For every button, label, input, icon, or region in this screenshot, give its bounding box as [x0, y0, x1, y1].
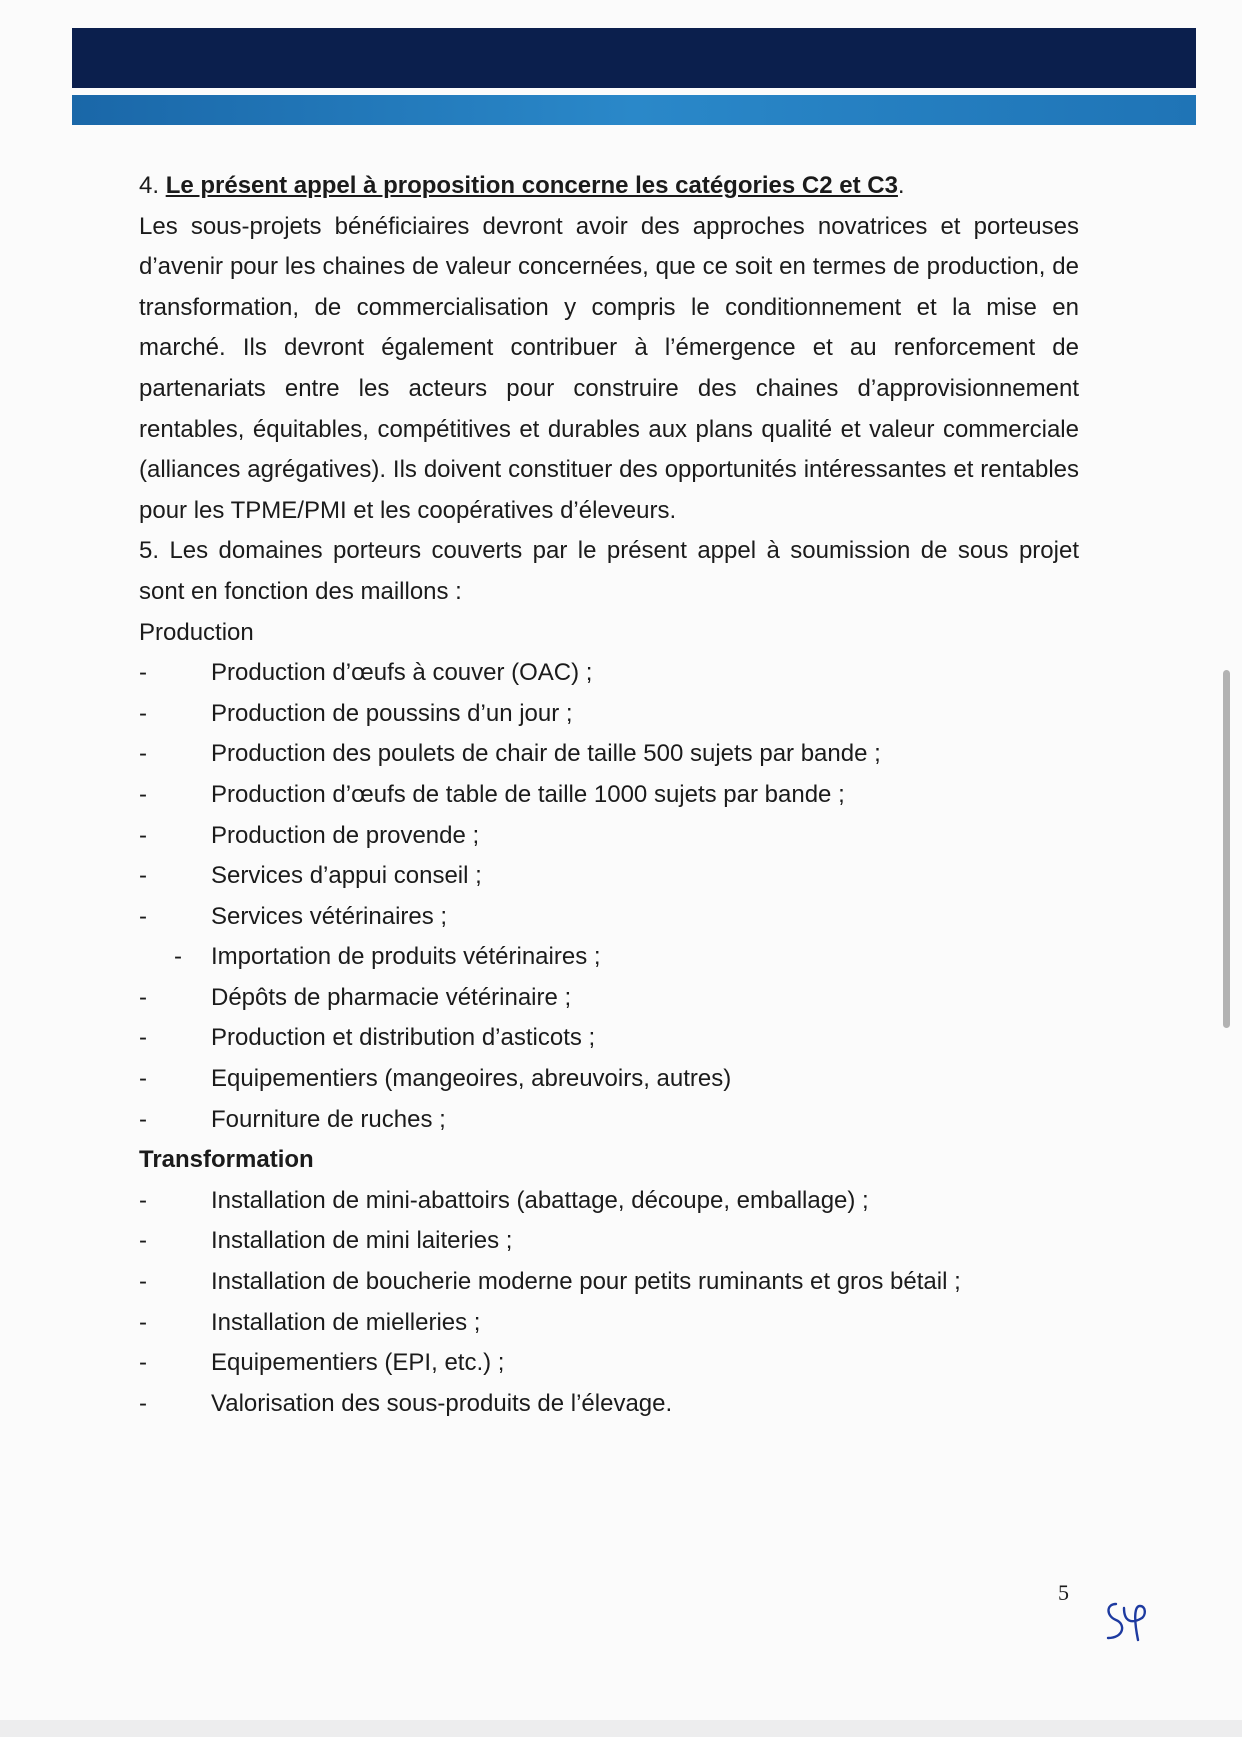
list-dash: -: [139, 1105, 147, 1133]
list-dash: -: [139, 1186, 147, 1214]
header-band-dark: [72, 28, 1196, 88]
list-item: - Installation de mini-abattoirs (abattage, découpe, emballage) ;: [139, 1181, 1079, 1222]
list-dash: -: [139, 740, 147, 768]
list-item: - Fourniture de ruches ;: [139, 1100, 1079, 1141]
list-dash: -: [139, 1349, 147, 1377]
list-dash: -: [139, 902, 147, 930]
list-item: - Production et distribution d’asticots ;: [139, 1018, 1079, 1059]
list-item: - Installation de boucherie moderne pour petits ruminants et gros bétail ;: [139, 1262, 1079, 1303]
page-number: 5: [1058, 1580, 1069, 1605]
list-item: - Valorisation des sous-produits de l’élevage.: [139, 1384, 1079, 1425]
production-list: [139, 653, 1079, 1140]
list-dash: -: [139, 1268, 147, 1296]
list-item: - Production d’œufs de table de taille 1000 sujets par bande ;: [139, 775, 1079, 816]
list-item: - Equipementiers (EPI, etc.) ;: [139, 1343, 1079, 1384]
list-dash: -: [174, 943, 182, 971]
signature-icon: [1102, 1598, 1154, 1646]
list-dash: -: [139, 821, 147, 849]
list-dash: -: [139, 1065, 147, 1093]
list-dash: -: [139, 983, 147, 1011]
paragraph-domains: 5. Les domaines porteurs couverts par le présent appel à soumission de sous projet sont en fonction des maillons :: [139, 537, 1079, 605]
list-item: - Importation de produits vétérinaires ;: [139, 937, 1079, 978]
page-content: [139, 166, 1079, 1424]
list-dash: -: [139, 780, 147, 808]
list-dash: -: [139, 1024, 147, 1052]
section-title-transformation: Transformation: [139, 1146, 314, 1174]
item-4-end: .: [897, 172, 905, 199]
item-4-title: Le présent appel à proposition concerne les catégories C2 et C3: [165, 172, 898, 199]
header-band-light: [72, 95, 1196, 125]
item-4-number: 4.: [139, 172, 166, 199]
list-dash: -: [139, 862, 147, 890]
list-item: - Dépôts de pharmacie vétérinaire ;: [139, 978, 1079, 1019]
section-title-production: Production: [139, 618, 254, 646]
list-item: - Services d’appui conseil ;: [139, 856, 1079, 897]
item-4-heading: [139, 166, 1079, 207]
list-item: - Production d’œufs à couver (OAC) ;: [139, 653, 1079, 694]
scrollbar-thumb[interactable]: [1223, 670, 1230, 1028]
list-item: - Equipementiers (mangeoires, abreuvoirs, autres): [139, 1059, 1079, 1100]
list-item: - Production de provende ;: [139, 816, 1079, 857]
transformation-list: [139, 1181, 1079, 1425]
list-item: - Installation de mini laiteries ;: [139, 1221, 1079, 1262]
list-item: - Services vétérinaires ;: [139, 897, 1079, 938]
list-dash: -: [139, 659, 147, 687]
list-dash: -: [139, 1308, 147, 1336]
list-dash: -: [139, 699, 147, 727]
paragraph-subprojects: Les sous-projets bénéficiaires devront avoir des approches novatrices et porteuses d’avenir pour les chaines de valeur concernées, que ce soit en termes de production, de transformation, de commercialisation y compris le conditionnement et la mise en marché. Ils devront également contribuer à l’émergence et au renforcement de partenariats entre les acteurs pour construire des chaines d’approvisionnement rentables, équitables, compétitives et durables aux plans qualité et valeur commerciale (alliances agrégatives). Ils doivent constituer des opportunités intéressantes et rentables pour les TPME/PMI et les coopératives d’éleveurs.: [139, 212, 1079, 524]
list-item: - Installation de mielleries ;: [139, 1303, 1079, 1344]
list-dash: -: [139, 1389, 147, 1417]
list-item: - Production des poulets de chair de taille 500 sujets par bande ;: [139, 734, 1079, 775]
list-dash: -: [139, 1227, 147, 1255]
list-item: - Production de poussins d’un jour ;: [139, 694, 1079, 735]
